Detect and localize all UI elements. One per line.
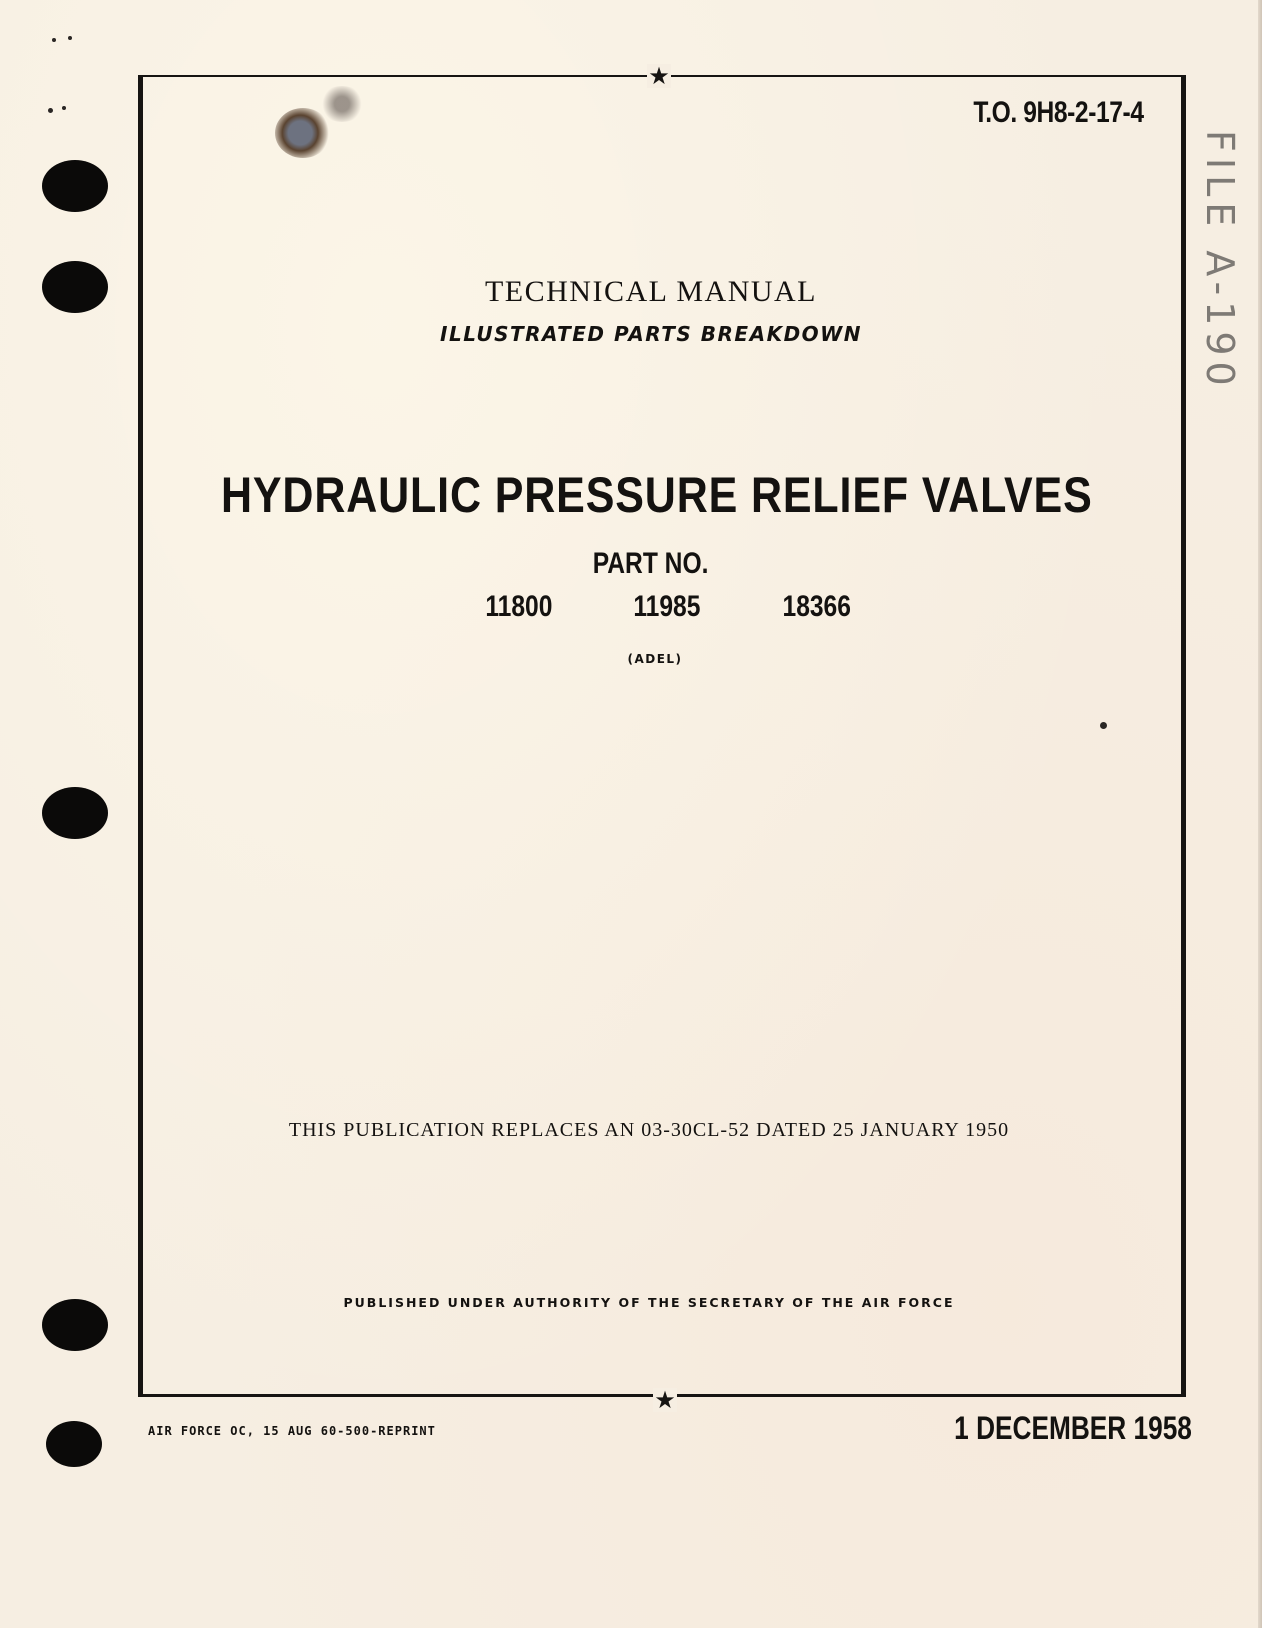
supersedes-notice: THIS PUBLICATION REPLACES AN 03-30CL-52 DATED 25 JANUARY 1950 — [288, 1119, 1010, 1141]
page-border-frame — [138, 75, 1186, 1397]
part-number: 11985 — [633, 590, 701, 623]
ink-speck — [48, 108, 53, 113]
star-icon: ★ — [648, 62, 670, 90]
ink-speck — [52, 38, 56, 42]
punch-hole — [46, 1421, 102, 1467]
publication-date-text: 1 DECEMBER 1958 — [954, 1410, 1192, 1446]
authority-notice: PUBLISHED UNDER AUTHORITY OF THE SECRETARY OF THE AIR FORCE — [343, 1295, 955, 1310]
ink-speck — [68, 36, 72, 40]
print-info: AIR FORCE OC, 15 AUG 60-500-REPRINT — [148, 1424, 436, 1438]
document-subheading: ILLUSTRATED PARTS BREAKDOWN — [440, 322, 862, 346]
star-icon: ★ — [654, 1386, 676, 1414]
manufacturer-label: (ADEL) — [627, 652, 683, 666]
part-number-label-text: PART NO. — [593, 547, 709, 580]
page-edge — [1258, 0, 1262, 1628]
handwritten-file-note: FILE A-190 — [1198, 130, 1242, 392]
part-number: 11800 — [485, 590, 553, 623]
document-title — [26, 466, 1262, 524]
part-number-list — [478, 590, 858, 624]
ink-speck — [62, 106, 66, 110]
punch-hole — [42, 160, 108, 212]
publication-date — [902, 1410, 1192, 1447]
technical-order-number: T.O. 9H8-2-17-4 — [973, 96, 1144, 129]
punch-hole — [42, 787, 108, 839]
document-heading: TECHNICAL MANUAL — [484, 275, 818, 308]
document-title-text: HYDRAULIC PRESSURE RELIEF VALVES — [221, 467, 1093, 523]
part-number-label — [20, 547, 1262, 581]
part-number: 18366 — [782, 590, 851, 623]
